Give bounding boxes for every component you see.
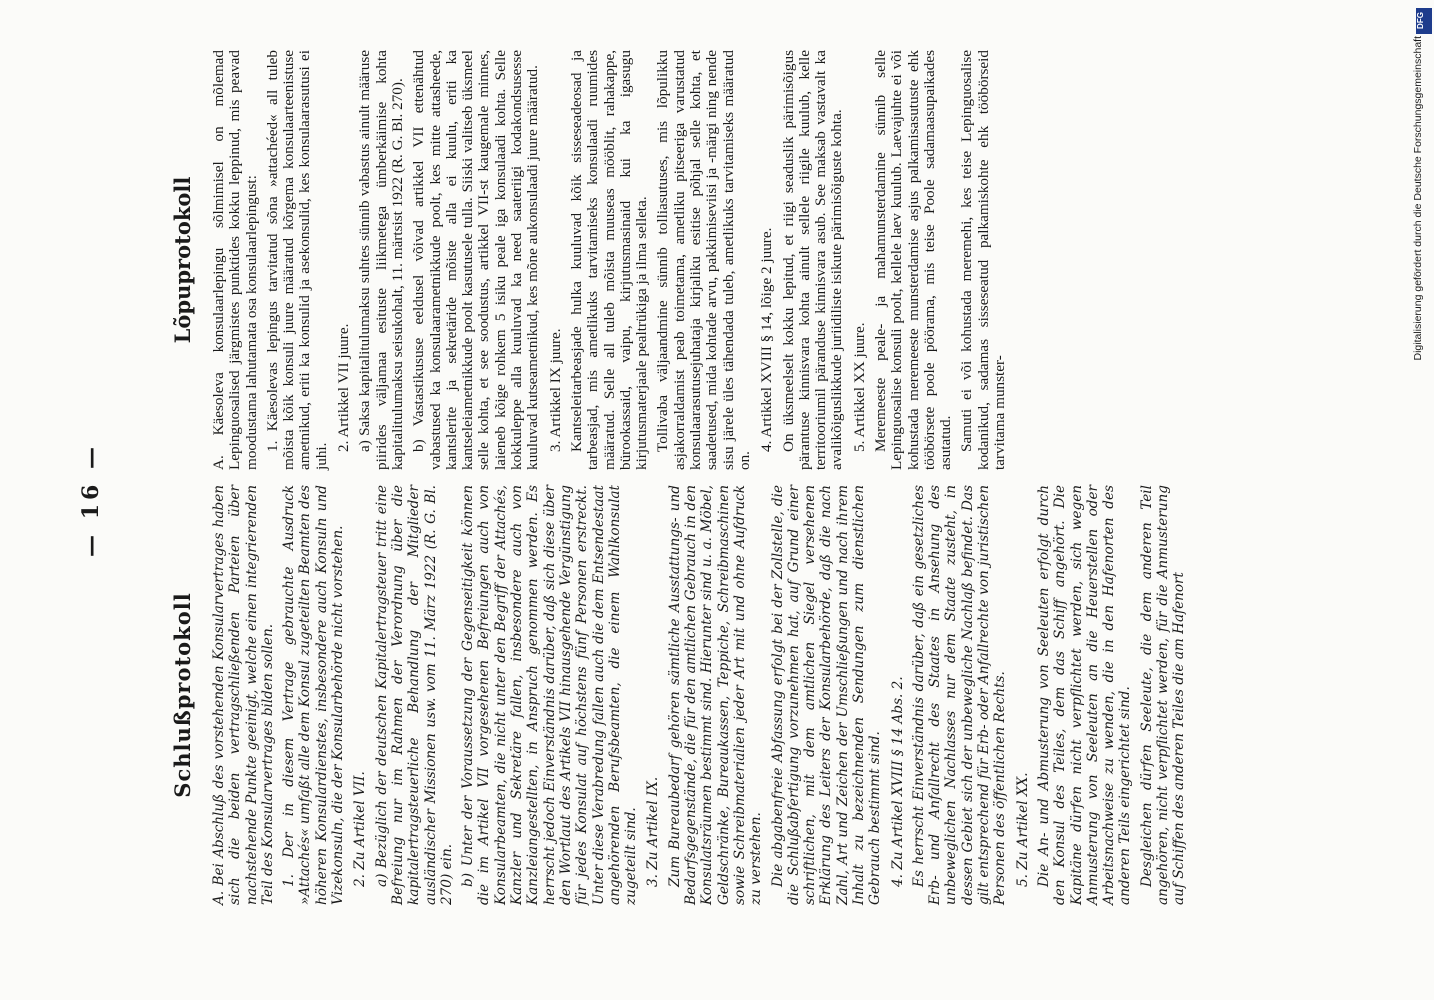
german-paragraph: b) Unter der Voraussetzung der Gegenseitigkeit können die im Artikel VII vorgesehenen Befreiungen auch von Konsularbeamten, die nicht unter den Begriff der Attachés, Kanzler und Sekretäre fallen, insbesondere auch von Kanzleiangestellten, in Anspruch genommen werden. Es herrscht jedoch Einverständnis darüber, daß sich diese über den Wortlaut des Artikels VII hinausgehende Vergünstigung für jedes Konsulat auf höchstens fünf Personen erstreckt. Unter diese Verabredung fallen auch die dem Entsendestaat angehörenden Berufsbeamten, die einem Wahlkonsulat zugeteilt sind.: [460, 485, 640, 905]
german-section-heading: 3. Zu Artikel IX.: [645, 776, 662, 887]
estonian-paragraph: b) Vastastikususe eeldusel võivad artikkel VII ettenähtud vabastused ka konsulaarametnikkude poolt, kes mitte attasheede, kantslerite ja sekretäride mõiste alla ei kuulu, eriti ka kantseleiametnikkude poolt kasutusele tulla. Siiski valitseb üksmeel selle kohta, et see soodustus, artikkel VII-st kaugemale minnes, laieneb kõige rohkem 5 isiku peale iga konsulaadi kohta. Selle kokkuleppe alla kuuluvad ka need saateriigi kodakondsusesse kuuluvad kutseametnikud, kes mõne aukonsulaadi juure määratud.: [410, 50, 542, 470]
german-paragraph: Zum Bureaubedarf gehören sämtliche Ausstattungs- und Bedarfsgegenstände, die für den amtlichen Gebrauch in den Konsulatsräumen bestimmt sind. Hierunter sind u. a. Möbel, Geldschränke, Bureaukassen, Teppiche, Schreibmaschinen sowie Schreibmaterialien jeder Art mit und ohne Aufdruck zu verstehen.: [666, 485, 765, 905]
estonian-section-heading: 3. Artikkel IX juure.: [546, 328, 564, 452]
estonian-paragraph: Kantseleitarbeasjade hulka kuuluvad kõik sisseseadeosad ja tarbeasjad, mis ametlikuks tarvitamiseks konsulaadi ruumides määratud. Selle all tuleb mõista muuseas mööblit, rahakappe, bürookassaid, vaipu, kirjutusmasinaid kui ka igasugu kirjutusmaterjaale pealtrükiga ja ilma selleta.: [567, 50, 651, 470]
german-section-heading: 5. Zu Artikel XX.: [1014, 772, 1031, 887]
estonian-paragraph: 1. Käesolevas lepingus tarvitatud sõna »attachéed« all tuleb mõista kõik konsuli juure määratud kõrgema konsulaarteenistuse ametnikud, eriti ka konsulid ja asekonsulid, kes konsulaarasutusi ei juhi.: [263, 50, 330, 470]
estonian-section-heading: 5. Artikkel XX juure.: [850, 322, 868, 452]
german-paragraph: A. Bei Abschluß des vorstehenden Konsularvertrages haben sich die beiden vertragschließenden Parteien über nachstehende Punkte geeinigt, welche einen integrierenden Teil des Konsularvertrages bilden sollen.: [211, 485, 276, 905]
digitization-notice-text: Digitalisierung gefördert durch die Deutsche Forschungsgemeinschaft: [1412, 36, 1424, 361]
estonian-paragraph: Meremeeste peale- ja mahamunsterdamine sünnib selle Lepinguosalise konsuli poolt, kellele laev kuulub. Laevajuhte ei või kohustada meremeeste munsterdamise asjus palkamisasutuste ehk tööbörsete poole pöörama, mis teise Poole sadamaasupaikades asutatud.: [871, 50, 955, 470]
german-paragraph: 1. Der in diesem Vertrage gebrauchte Ausdruck »Attachés« umfaßt alle dem Konsul zugeteilten Beamten des höheren Konsulardienstes, insbesondere auch Konsuln und Vizekonsuln, die der Konsularbehörde nicht vorstehen.: [281, 485, 347, 905]
estonian-paragraph: On üksmeelselt kokku lepitud, et riigi seaduslik pärimisõigus pärantuse kinnisvara kohta ainult sellele riigile kuulub, kelle territooriumil päranduse kinnisvara asub. See maksab vastavalt ka avalikõiguslikkude juriidiliste isikute pärimisõiguste kohta.: [779, 50, 846, 470]
page-number: — 16 —: [78, 443, 104, 557]
german-paragraph: Die abgabenfreie Abfassung erfolgt bei der Zollstelle, die die Schlußabfertigung vorzunehmen hat, auf Grund einer schriftlichen, mit dem amtlichen Siegel versehenen Erklärung des Leiters der Konsularbehörde, daß die nach Zahl, Art und Zeichen der Umschließungen und nach ihrem Inhalt zu bezeichnenden Sendungen zum dienstlichen Gebrauch bestimmt sind.: [769, 485, 884, 905]
estonian-paragraph: a) Saksa kapitalitulumaksu suhtes sünnib vabastus ainult määruse piirides väljamaa esituste liikmetega ümberkäimise kohta kapitalitulumaksu seisukohalt, 11. märtsist 1922 (R. G. Bl. 270).: [356, 50, 406, 470]
dfg-logo-text: DFG: [1415, 12, 1425, 29]
german-paragraph: Es herrscht Einverständnis darüber, daß ein gesetzliches Erb- und Anfallrecht des Staates in Ansehung des unbeweglichen Nachlasses nur dem Staate zusteht, in dessen Gebiet sich der unbewegliche Nachlaß befindet. Das gilt entsprechend für Erb- oder Anfallrechte von juristischen Personen des öffentlichen Rechts.: [910, 485, 1009, 905]
german-column: [0, 485, 1434, 905]
estonian-section-heading: 4. Artikkel XVIII § 14, lõige 2 juure.: [758, 227, 776, 452]
estonian-paragraph: A. Käesoleva konsulaarlepingu sõlmimisel on mõlemad Lepinguosalised järgmistes punktides kokku leppinud, mis peavad moodustama lahutamata osa konsulaarlepingust:: [210, 50, 260, 470]
digitization-notice: [1404, 8, 1432, 428]
dfg-logo: [1416, 8, 1432, 34]
german-title: Schlußprotokoll: [170, 592, 195, 798]
estonian-paragraph: Tollivaba väljaandmine sünnib tolliasutuses, mis lõpulikku asjakorraldamist peab toimetama, ametliku pitseeriga varustatud konsulaarasutusejuhataja kirjaliku esitise põhjal selle kohta, et saadetused, mida kohtade arvu, pakkimiseviisi ja -märgi ning nende sisu järele üles tähendada tuleb, ametlikuks tarvitamiseks määratud on.: [654, 50, 753, 470]
german-paragraph: Die An- und Abmusterung von Seeleuten erfolgt durch den Konsul des Teiles, dem das Schiff angehört. Die Kapitäne dürfen nicht verpflichtet werden, sich wegen Anmusterung von Seeleuten an die Heuerstellen oder Arbeitsnachweise zu wenden, die in den Hafenorten des anderen Teils eingerichtet sind.: [1035, 485, 1134, 905]
estonian-paragraph: Samuti ei või kohustada meremehi, kes teise Lepinguosalise kodanikud, sadamas sisseseatud palkamiskohte ehk tööbörseid tarvitama munster-: [958, 50, 1009, 470]
german-paragraph: Desgleichen dürfen Seeleute, die dem anderen Teil angehören, nicht verpflichtet werden, für die Anmusterung auf Schiffen des anderen Teiles die am Hafenort: [1138, 485, 1188, 905]
german-paragraph: a) Bezüglich der deutschen Kapitalertragsteuer tritt eine Befreiung nur im Rahmen der Verordnung über die kapitalertragsteuerliche Behandlung der Mitglieder ausländischer Missionen usw. vom 11. März 1922 (R. G. Bl. 270) ein.: [373, 485, 455, 905]
estonian-title: Lõpuprotokoll: [170, 176, 195, 344]
estonian-section-heading: 2. Artikkel VII juure.: [335, 323, 353, 452]
german-section-heading: 2. Zu Artikel VII.: [352, 771, 369, 887]
estonian-column: [0, 50, 1434, 470]
german-section-heading: 4. Zu Artikel XVIII § 14 Abs. 2.: [889, 676, 906, 887]
